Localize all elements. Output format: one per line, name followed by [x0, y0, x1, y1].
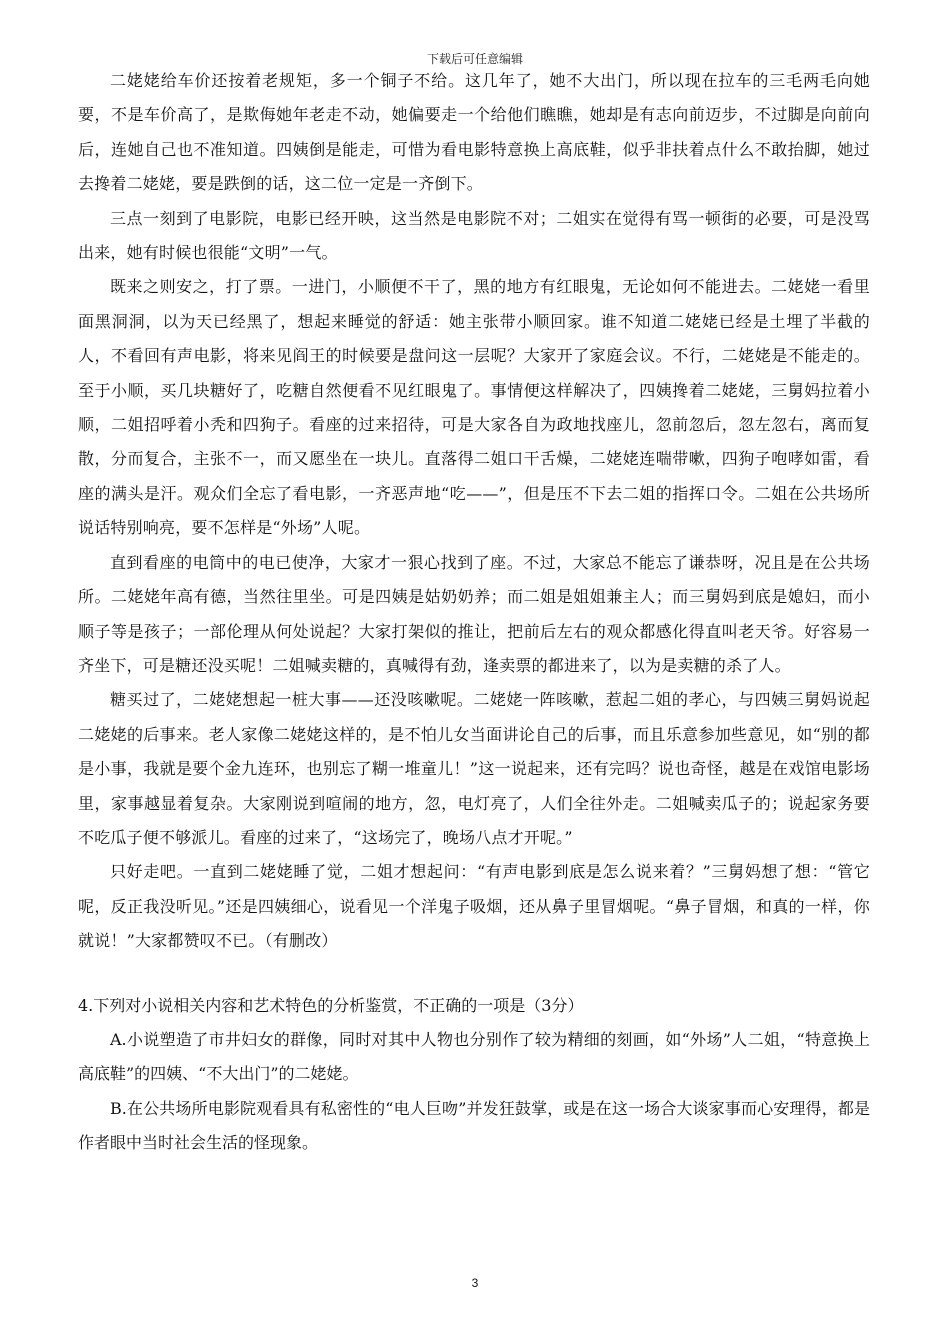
- passage-paragraph-5: 糖买过了，二姥姥想起一桩大事——还没咳嗽呢。二姥姥一阵咳嗽，惹起二姐的孝心，与四姨三舅妈说起二姥姥的后事来。老人家像二姥姥这样的，是不怕儿女当面讲论自己的后事，而且乐意参加些意见，如“别的都是小事，我就是要个金九连环，也别忘了糊一堆童儿！”这一说起来，还有完吗？说也奇怪，越是在戏馆电影场里，家事越显着复杂。大家刚说到喧闹的地方，忽，电灯亮了，人们全往外走。二姐喊卖瓜子的；说起家务要不吃瓜子便不够派儿。看座的过来了，“这场完了，晚场八点才开呢。”: [78, 690, 870, 847]
- question-option-b: B.在公共场所电影院观看具有私密性的“电人巨吻”并发狂鼓掌，或是在这一场合大谈家事而心安理得，都是作者眼中当时社会生活的怪现象。: [78, 1098, 870, 1153]
- passage-paragraph-4: 直到看座的电筒中的电已使净，大家才一狠心找到了座。不过，大家总不能忘了谦恭呀，况且是在公共场所。二姥姥年高有德，当然往里坐。可是四姨是姑奶奶养；而二姐是姐姐兼主人；而三舅妈到底是媳妇，而小顺子等是孩子；一部伦理从何处说起？大家打架似的推让，把前后左右的观众都感化得直叫老天爷。好容易一齐坐下，可是糖还没买呢！二姐喊卖糖的，真喊得有劲，逢卖票的都进来了，以为是卖糖的杀了人。: [78, 552, 870, 675]
- main-content: [78, 64, 870, 1161]
- page-number: 3: [471, 1276, 479, 1290]
- page-header: 下载后可任意编辑: [426, 52, 523, 66]
- passage-paragraph-6: 只好走吧。一直到二姥姥睡了觉，二姐才想起问：“有声电影到底是怎么说来着？”三舅妈想了想：“管它呢，反正我没听见。”还是四姨细心，说看见一个洋鬼子吸烟，还从鼻子里冒烟呢。“鼻子冒烟，和真的一样，你就说！”大家都赞叹不已。（有删改）: [78, 862, 870, 951]
- question-stem: 4.下列对小说相关内容和艺术特色的分析鉴赏，不正确的一项是（3分）: [78, 995, 584, 1015]
- passage-paragraph-1: 二姥姥给车价还按着老规矩，多一个铜子不给。这几年了，她不大出门，所以现在拉车的三毛两毛向她要，不是车价高了，是欺侮她年老走不动，她偏要走一个给他们瞧瞧，她却是有志向前迈步，不过脚是向前向后，连她自己也不准知道。四姨倒是能走，可惜为看电影特意换上高底鞋，似乎非扶着点什么不敢抬脚，她过去搀着二姥姥，要是跌倒的话，这二位一定是一齐倒下。: [78, 71, 870, 194]
- section-spacer: [78, 959, 870, 989]
- question-option-a: A.小说塑造了市井妇女的群像，同时对其中人物也分别作了较为精细的刻画，如“外场”人二姐，“特意换上高底鞋”的四姨、“不大出门”的二姥姥。: [78, 1029, 870, 1084]
- passage-paragraph-3: 既来之则安之，打了票。一进门，小顺便不干了，黑的地方有红眼鬼，无论如何不能进去。二姥姥一看里面黑洞洞，以为天已经黑了，想起来睡觉的舒适：她主张带小顺回家。谁不知道二姥姥已经是土埋了半截的人，不看回有声电影，将来见阎王的时候要是盘问这一层呢？大家开了家庭会议。不行，二姥姥是不能走的。至于小顺，买几块糖好了，吃糖自然便看不见红眼鬼了。事情便这样解决了，四姨搀着二姥姥，三舅妈拉着小顺，二姐招呼着小秃和四狗子。看座的过来招待，可是大家各自为政地找座儿，忽前忽后，忽左忽右，离而复散，分而复合，主张不一，而又愿坐在一块儿。直落得二姐口干舌燥，二姥姥连喘带嗽，四狗子咆哮如雷，看座的满头是汗。观众们全忘了看电影，一齐恶声地“吃——”，但是压不下去二姐的指挥口令。二姐在公共场所说话特别响亮，要不怎样是“外场”人呢。: [78, 277, 870, 538]
- passage-paragraph-2: 三点一刻到了电影院，电影已经开映，这当然是电影院不对；二姐实在觉得有骂一顿街的必要，可是没骂出来，她有时候也很能“文明”一气。: [78, 208, 870, 263]
